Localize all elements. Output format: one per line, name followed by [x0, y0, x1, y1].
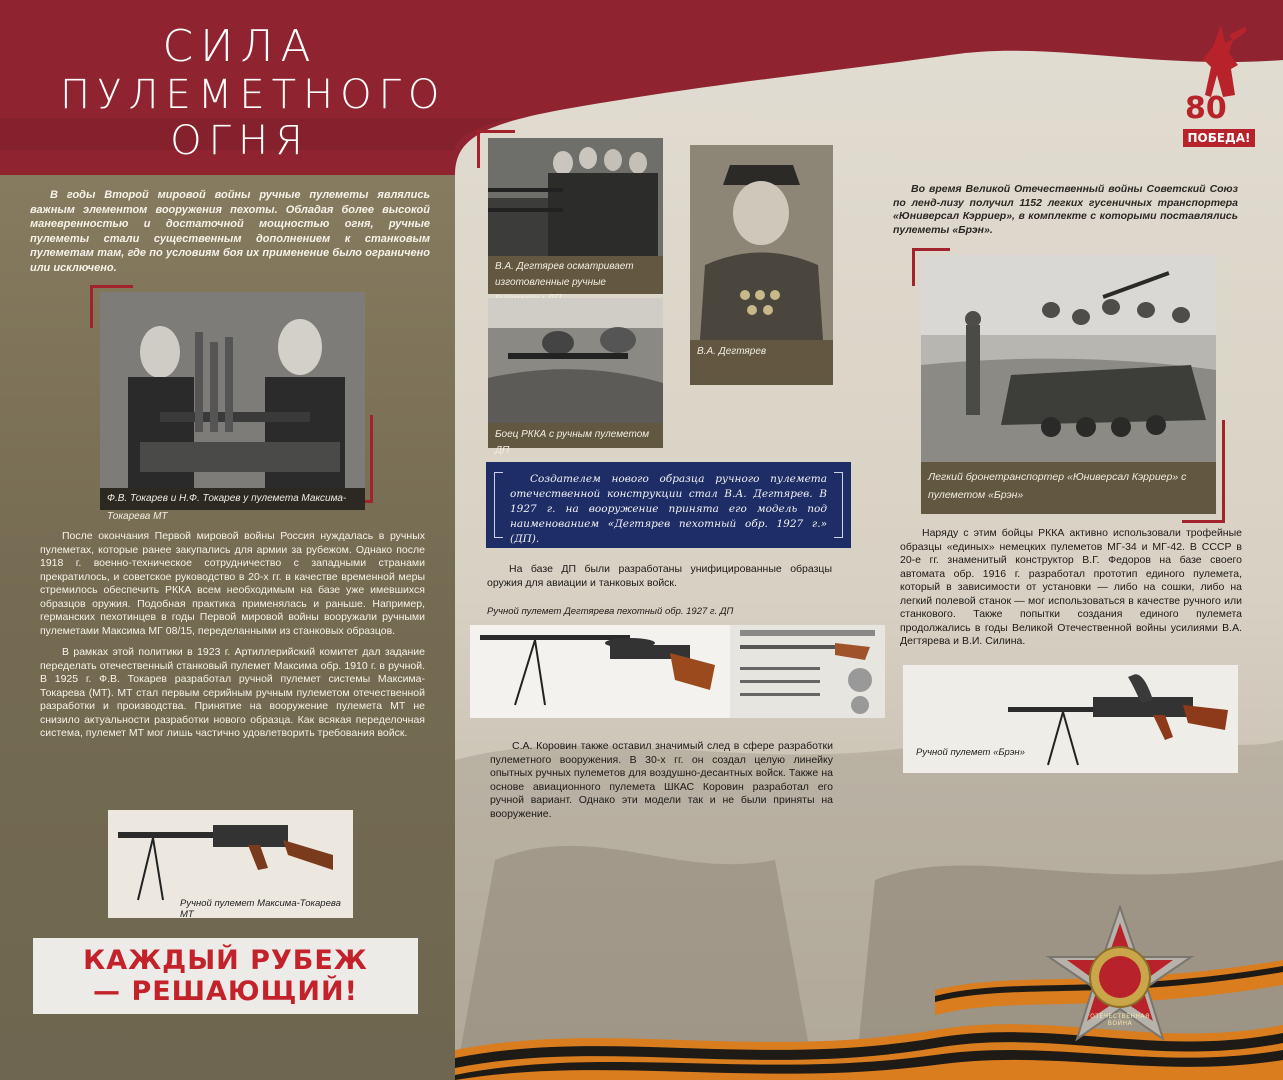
title-line-1: СИЛА [162, 21, 318, 72]
poster-line-1: КАЖДЫЙ РУБЕЖ [83, 945, 368, 976]
order-of-patriotic-war [1045, 905, 1195, 1055]
soldier-dp-photo [488, 298, 663, 423]
caption-tokarev: Ф.В. Токарев и Н.Ф. Токарев у пулемета Максима-Токарева МТ [100, 488, 365, 510]
quote-bracket-left [494, 472, 503, 538]
title-line-3: ОГНЯ [170, 118, 310, 164]
quote-box [486, 462, 851, 548]
right-paragraph-1: Наряду с этим бойцы РККА активно использовали трофейные образцы «единых» немецких пулеметов МГ-34 и МГ-42. В СССР в 20-е гг. знаменитый конструктор В.Г. Федоров на базе своего автомата обр. 1916 г. разработал прототип единого пулемета, который в зависимости от установки — либо на сошки, либо на легкий полевой станок — мог использоваться в качестве ручного или станкового. Также попытки создания единого пулемета продолжались в годы Великой Отечественной войны усилиями В.А. Дегтярева и В.И. Силина. [900, 527, 1242, 647]
intro-text: В годы Второй мировой войны ручные пулеметы являлись важным элементом вооружения пехоты. Обладая более высокой маневренностью и достаточной мощностью огня, ручные пулеметы стали существенным дополнением к станковым пулеметам там, где по условиям боя их применение было ограничено или исключено. [30, 189, 430, 274]
caption-mt-gun: Ручной пулемет Максима-Токарева МТ [180, 898, 341, 918]
victory-80-logo [1183, 25, 1255, 160]
poster-line-2: — РЕШАЮЩИЙ! [93, 976, 358, 1007]
title-line-2: ПУЛЕМЕТНОГО [60, 72, 447, 118]
degtyarev-inspect-photo [488, 138, 663, 256]
bren-gun-image [903, 665, 1238, 773]
caption-bren-gun: Ручной пулемет «Брэн» [916, 747, 1025, 758]
dp-gun-image [470, 625, 730, 718]
left-paragraph-1: После окончания Первой мировой войны Россия нуждалась в ручных пулеметах, которые ранее закупались для армии за рубежом. Однако после 1918 г. военно-техническое сотрудничество с западными странами прекратилось, и советское руководство в 20-х гг. в качестве временной меры стремилось обеспечить РККА всем необходимым на базе уже имевшихся образцов оружия. Подобная практика применялась и раньше. Например, германских пехотинцев в годы Первой мировой войны вооружали ручными пулеметами Максима МГ 08/15, переделанными из станковых образцов. [40, 530, 425, 637]
caption-carrier: Легкий бронетранспортер «Юниверсал Кэрриер» с пулеметом «Брэн» [921, 462, 1216, 514]
quote-bracket-right [834, 472, 843, 538]
logo-number: 80 [1185, 91, 1227, 126]
tokarev-photo [100, 292, 365, 488]
left-paragraph-2: В рамках этой политики в 1923 г. Артиллерийский комитет дал задание переделать отечественный станковый пулемет Максима обр. 1910 г. в ручной. В 1925 г. Ф.В. Токарев разработал ручной пулемет системы Максима-Токарева (МТ). МТ стал первым серийным ручным пулеметом отечественной разработки и производства. Принятие на вооружение пулемета МТ не снизило актуальности разработки нового образца. Как всякая переделочная система, пулемет МТ мог лишь частично удовлетворить требования войск. [40, 646, 425, 739]
degtyarev-portrait [690, 145, 833, 340]
page-title [60, 21, 447, 164]
quote-text: Создателем нового образца ручного пулемета отечественной конструкции стал В.А. Дегтярев. В 1927 г. на вооружение принята его модель под наименованием «Дегтярев пехотный обр. 1927 г.» (ДП). [510, 473, 827, 545]
carrier-photo [921, 255, 1216, 462]
poster [33, 938, 418, 1014]
caption-degtyarev-portrait: В.А. Дегтярев [690, 340, 833, 385]
caption-soldier-dp: Боец РККА с ручным пулеметом ДП [488, 423, 663, 448]
dp-diagram-image [730, 625, 885, 718]
right-intro-text: Во время Великой Отечественный войны Советский Союз по ленд-лизу получил 1152 легких гусеничных транспортера «Юниверсал Кэрриер», в комплекте с которыми поставлялись пулеметы «Брэн». [893, 183, 1238, 236]
center-paragraph-1: На базе ДП были разработаны унифицированные образцы оружия для авиации и танковых войск. [487, 563, 832, 589]
photo-frame-corner [1182, 420, 1225, 523]
center-paragraph-2: С.А. Коровин также оставил значимый след в сфере разработки пулеметного вооружения. В 30-х гг. он создал целую линейку опытных ручных пулеметов для воздушно-десантных войск. Также на основе авиационного пулемета ШКАС Коровин разработал его ручной вариант. Однако эти модели так и не были приняты на вооружение. [490, 740, 833, 820]
caption-degtyarev-inspect: В.А. Дегтярев осматривает изготовленные ручные [488, 256, 663, 294]
logo-word: ПОБЕДА! [1183, 129, 1255, 147]
caption-dp-gun: Ручной пулемет Дегтярева пехотный обр. 1927 г. ДП [487, 606, 734, 617]
order-ring-text: ОТЕЧЕСТВЕННАЯ ВОЙНА [1090, 1013, 1150, 1027]
mt-gun-image [108, 810, 353, 918]
left-text [40, 530, 425, 741]
